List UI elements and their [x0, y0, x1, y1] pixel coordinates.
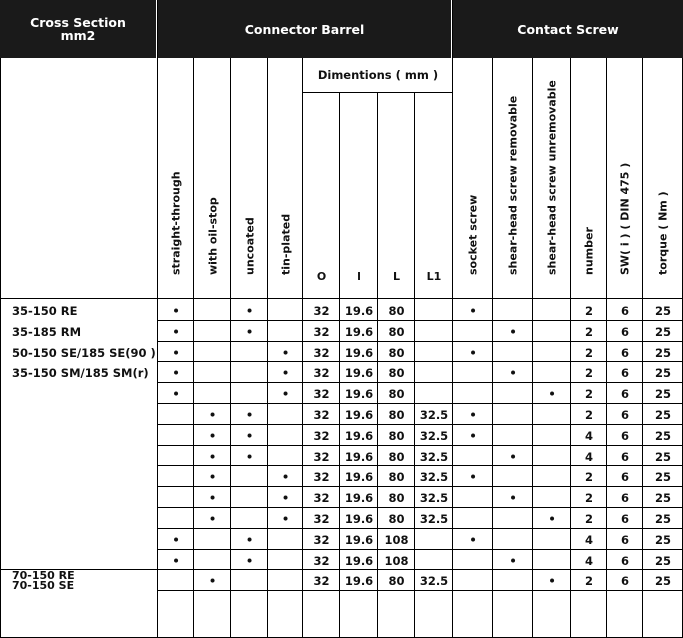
table-cell: 2 — [584, 365, 593, 380]
bullet-mark: • — [281, 386, 290, 401]
bullet-mark: • — [172, 345, 180, 360]
table-cell: 6 — [620, 532, 629, 547]
table-cell: 6 — [620, 573, 629, 588]
bullet-mark: • — [509, 324, 517, 339]
column-header-3 — [231, 56, 268, 288]
table-cell: 19.6 — [344, 490, 374, 505]
row-label: 70-150 RE 70-150 SE — [12, 569, 75, 592]
table-cell: 25 — [654, 303, 671, 318]
table-cell: 32 — [313, 324, 330, 339]
table-cell: 25 — [654, 324, 671, 339]
table-cell: 32 — [313, 386, 330, 401]
divider — [302, 92, 452, 93]
bullet-mark: • — [208, 449, 217, 464]
bullet-mark: • — [469, 303, 477, 318]
column-header-7: L — [392, 270, 400, 283]
column-header-label: number — [582, 227, 596, 275]
row-label: 35-150 RE — [12, 303, 78, 318]
header-cross-section-line2: mm2 — [60, 28, 96, 43]
table-cell: 6 — [620, 511, 629, 526]
table-cell: 32 — [313, 345, 330, 360]
column-header-1 — [158, 56, 194, 288]
table-cell: 2 — [584, 303, 593, 318]
column-header-11 — [533, 56, 571, 288]
table-cell: 2 — [584, 386, 593, 401]
header-contact-screw — [453, 0, 683, 58]
column-header-12 — [571, 56, 607, 288]
table-cell: 32 — [313, 407, 330, 422]
table-cell: 25 — [654, 573, 671, 588]
table-cell: 19.6 — [344, 324, 374, 339]
bullet-mark: • — [208, 573, 217, 588]
bullet-mark: • — [281, 490, 290, 505]
column-header-label: straight-through — [169, 171, 183, 275]
table-cell: 32 — [313, 553, 330, 568]
bullet-mark: • — [469, 469, 477, 484]
table-cell: 32 — [313, 511, 330, 526]
column-header-label: with oil-stop — [206, 197, 219, 275]
table-cell: 4 — [584, 428, 593, 443]
bullet-mark: • — [172, 324, 180, 339]
table-cell: 32 — [313, 469, 330, 484]
table-cell: 25 — [654, 469, 671, 484]
bullet-mark: • — [281, 345, 290, 360]
table-cell: 2 — [584, 490, 593, 505]
bullet-mark: • — [548, 386, 556, 401]
table-cell: 6 — [620, 553, 629, 568]
table-cell: 6 — [620, 407, 629, 422]
table-cell: 25 — [654, 428, 671, 443]
table-cell: 80 — [388, 449, 405, 464]
bullet-mark: • — [509, 365, 517, 380]
bullet-mark: • — [208, 407, 217, 422]
table-cell: 19.6 — [344, 532, 374, 547]
table-cell: 19.6 — [344, 511, 374, 526]
table-cell: 80 — [388, 365, 405, 380]
bullet-mark: • — [245, 449, 254, 464]
bullet-mark: • — [172, 553, 180, 568]
table-cell: 25 — [654, 407, 671, 422]
table-cell: 19.6 — [344, 553, 374, 568]
table-cell: 6 — [620, 365, 629, 380]
table-cell: 6 — [620, 324, 629, 339]
header-contact-screw-label: Contact Screw — [517, 21, 619, 37]
row-label: 35-150 SM/185 SM(r) — [12, 365, 149, 380]
table-cell: 2 — [584, 345, 593, 360]
table-cell: 32 — [313, 428, 330, 443]
column-header-label: shear-head screw removable — [506, 95, 520, 275]
divider — [0, 58, 1, 638]
bullet-mark: • — [281, 365, 290, 380]
table-cell: 19.6 — [344, 469, 374, 484]
bullet-mark: • — [172, 365, 180, 380]
table-cell: 6 — [620, 345, 629, 360]
table-cell: 25 — [654, 449, 671, 464]
table-cell: 32.5 — [419, 428, 449, 443]
table-cell: 2 — [584, 469, 593, 484]
table-cell: 6 — [620, 449, 629, 464]
column-header-13 — [607, 56, 643, 288]
table-cell: 32 — [313, 490, 330, 505]
header-connector-barrel-label: Connector Barrel — [244, 21, 365, 37]
table-cell: 25 — [654, 553, 671, 568]
bullet-mark: • — [469, 407, 477, 422]
column-header-label: tin-plated — [279, 213, 292, 275]
table-cell: 32.5 — [419, 511, 449, 526]
table-cell: 4 — [584, 449, 593, 464]
bullet-mark: • — [208, 511, 217, 526]
table-cell: 19.6 — [344, 449, 374, 464]
divider — [0, 298, 683, 299]
bullet-mark: • — [245, 407, 254, 422]
table-cell: 19.6 — [344, 345, 374, 360]
bullet-mark: • — [208, 469, 217, 484]
bullet-mark: • — [245, 428, 254, 443]
table-cell: 2 — [584, 511, 593, 526]
header-cross-section-line1: Cross Section — [30, 15, 126, 30]
table-cell: 32.5 — [419, 573, 449, 588]
table-cell: 2 — [584, 324, 593, 339]
dimentions-header: Dimentions ( mm ) — [317, 68, 439, 82]
column-header-2 — [194, 56, 231, 288]
table-cell: 19.6 — [344, 365, 374, 380]
bullet-mark: • — [245, 553, 254, 568]
table-cell: 25 — [654, 345, 671, 360]
table-cell: 19.6 — [344, 303, 374, 318]
bullet-mark: • — [469, 428, 477, 443]
bullet-mark: • — [469, 532, 477, 547]
column-header-9 — [453, 56, 493, 288]
table-cell: 80 — [388, 511, 405, 526]
table-cell: 6 — [620, 386, 629, 401]
column-header-label: torque ( Nm ) — [656, 191, 670, 275]
row-label: 35-185 RM — [12, 324, 82, 339]
table-cell: 32.5 — [419, 490, 449, 505]
column-header-4 — [268, 56, 303, 288]
header-connector-barrel — [158, 0, 451, 58]
bullet-mark: • — [208, 428, 217, 443]
table-cell: 80 — [388, 303, 405, 318]
table-cell: 6 — [620, 490, 629, 505]
header-cross-section — [0, 0, 156, 58]
table-cell: 32 — [313, 532, 330, 547]
table-cell: 32 — [313, 449, 330, 464]
table-cell: 6 — [620, 303, 629, 318]
table-cell: 32 — [313, 365, 330, 380]
table-cell: 25 — [654, 365, 671, 380]
table-cell: 80 — [388, 573, 405, 588]
bullet-mark: • — [281, 511, 290, 526]
table-cell: 4 — [584, 532, 593, 547]
table-cell: 25 — [654, 386, 671, 401]
column-header-14 — [643, 56, 683, 288]
bullet-mark: • — [172, 303, 180, 318]
row-label: 50-150 SE/185 SE(90 ) — [12, 345, 156, 360]
bullet-mark: • — [281, 469, 290, 484]
table-cell: 80 — [388, 490, 405, 505]
bullet-mark: • — [548, 573, 556, 588]
column-header-6: l — [357, 270, 361, 283]
table-cell: 6 — [620, 428, 629, 443]
table-cell: 2 — [584, 573, 593, 588]
table-cell: 80 — [388, 407, 405, 422]
bullet-mark: • — [172, 386, 180, 401]
table-cell: 25 — [654, 511, 671, 526]
table-cell: 6 — [620, 469, 629, 484]
table-cell: 19.6 — [344, 573, 374, 588]
bullet-mark: • — [245, 532, 254, 547]
bullet-mark: • — [245, 303, 254, 318]
table-cell: 80 — [388, 469, 405, 484]
column-header-label: SW( i ) ( DIN 475 ) — [618, 162, 632, 275]
table-cell: 80 — [388, 428, 405, 443]
bullet-mark: • — [245, 324, 254, 339]
column-header-8: L1 — [426, 270, 442, 283]
bullet-mark: • — [509, 553, 517, 568]
bullet-mark: • — [509, 449, 517, 464]
table-cell: 108 — [384, 553, 409, 568]
table-cell: 25 — [654, 490, 671, 505]
table-cell: 4 — [584, 553, 593, 568]
bullet-mark: • — [208, 490, 217, 505]
table-cell: 80 — [388, 345, 405, 360]
table-cell: 80 — [388, 324, 405, 339]
table-cell: 80 — [388, 386, 405, 401]
column-header-label: uncoated — [243, 217, 256, 275]
column-header-10 — [493, 56, 533, 288]
bullet-mark: • — [469, 345, 477, 360]
column-header-label: shear-head screw unremovable — [545, 80, 559, 275]
table-cell: 25 — [654, 532, 671, 547]
column-header-5: O — [316, 270, 327, 283]
column-header-label: socket screw — [466, 194, 480, 275]
table-cell: 32.5 — [419, 469, 449, 484]
table-cell: 32 — [313, 303, 330, 318]
table-cell: 19.6 — [344, 386, 374, 401]
bullet-mark: • — [172, 532, 180, 547]
bullet-mark: • — [509, 490, 517, 505]
table-cell: 19.6 — [344, 428, 374, 443]
table-cell: 108 — [384, 532, 409, 547]
table-cell: 19.6 — [344, 407, 374, 422]
table-cell: 2 — [584, 407, 593, 422]
table-cell: 32.5 — [419, 449, 449, 464]
table-cell: 32.5 — [419, 407, 449, 422]
table-cell: 32 — [313, 573, 330, 588]
bullet-mark: • — [548, 511, 556, 526]
